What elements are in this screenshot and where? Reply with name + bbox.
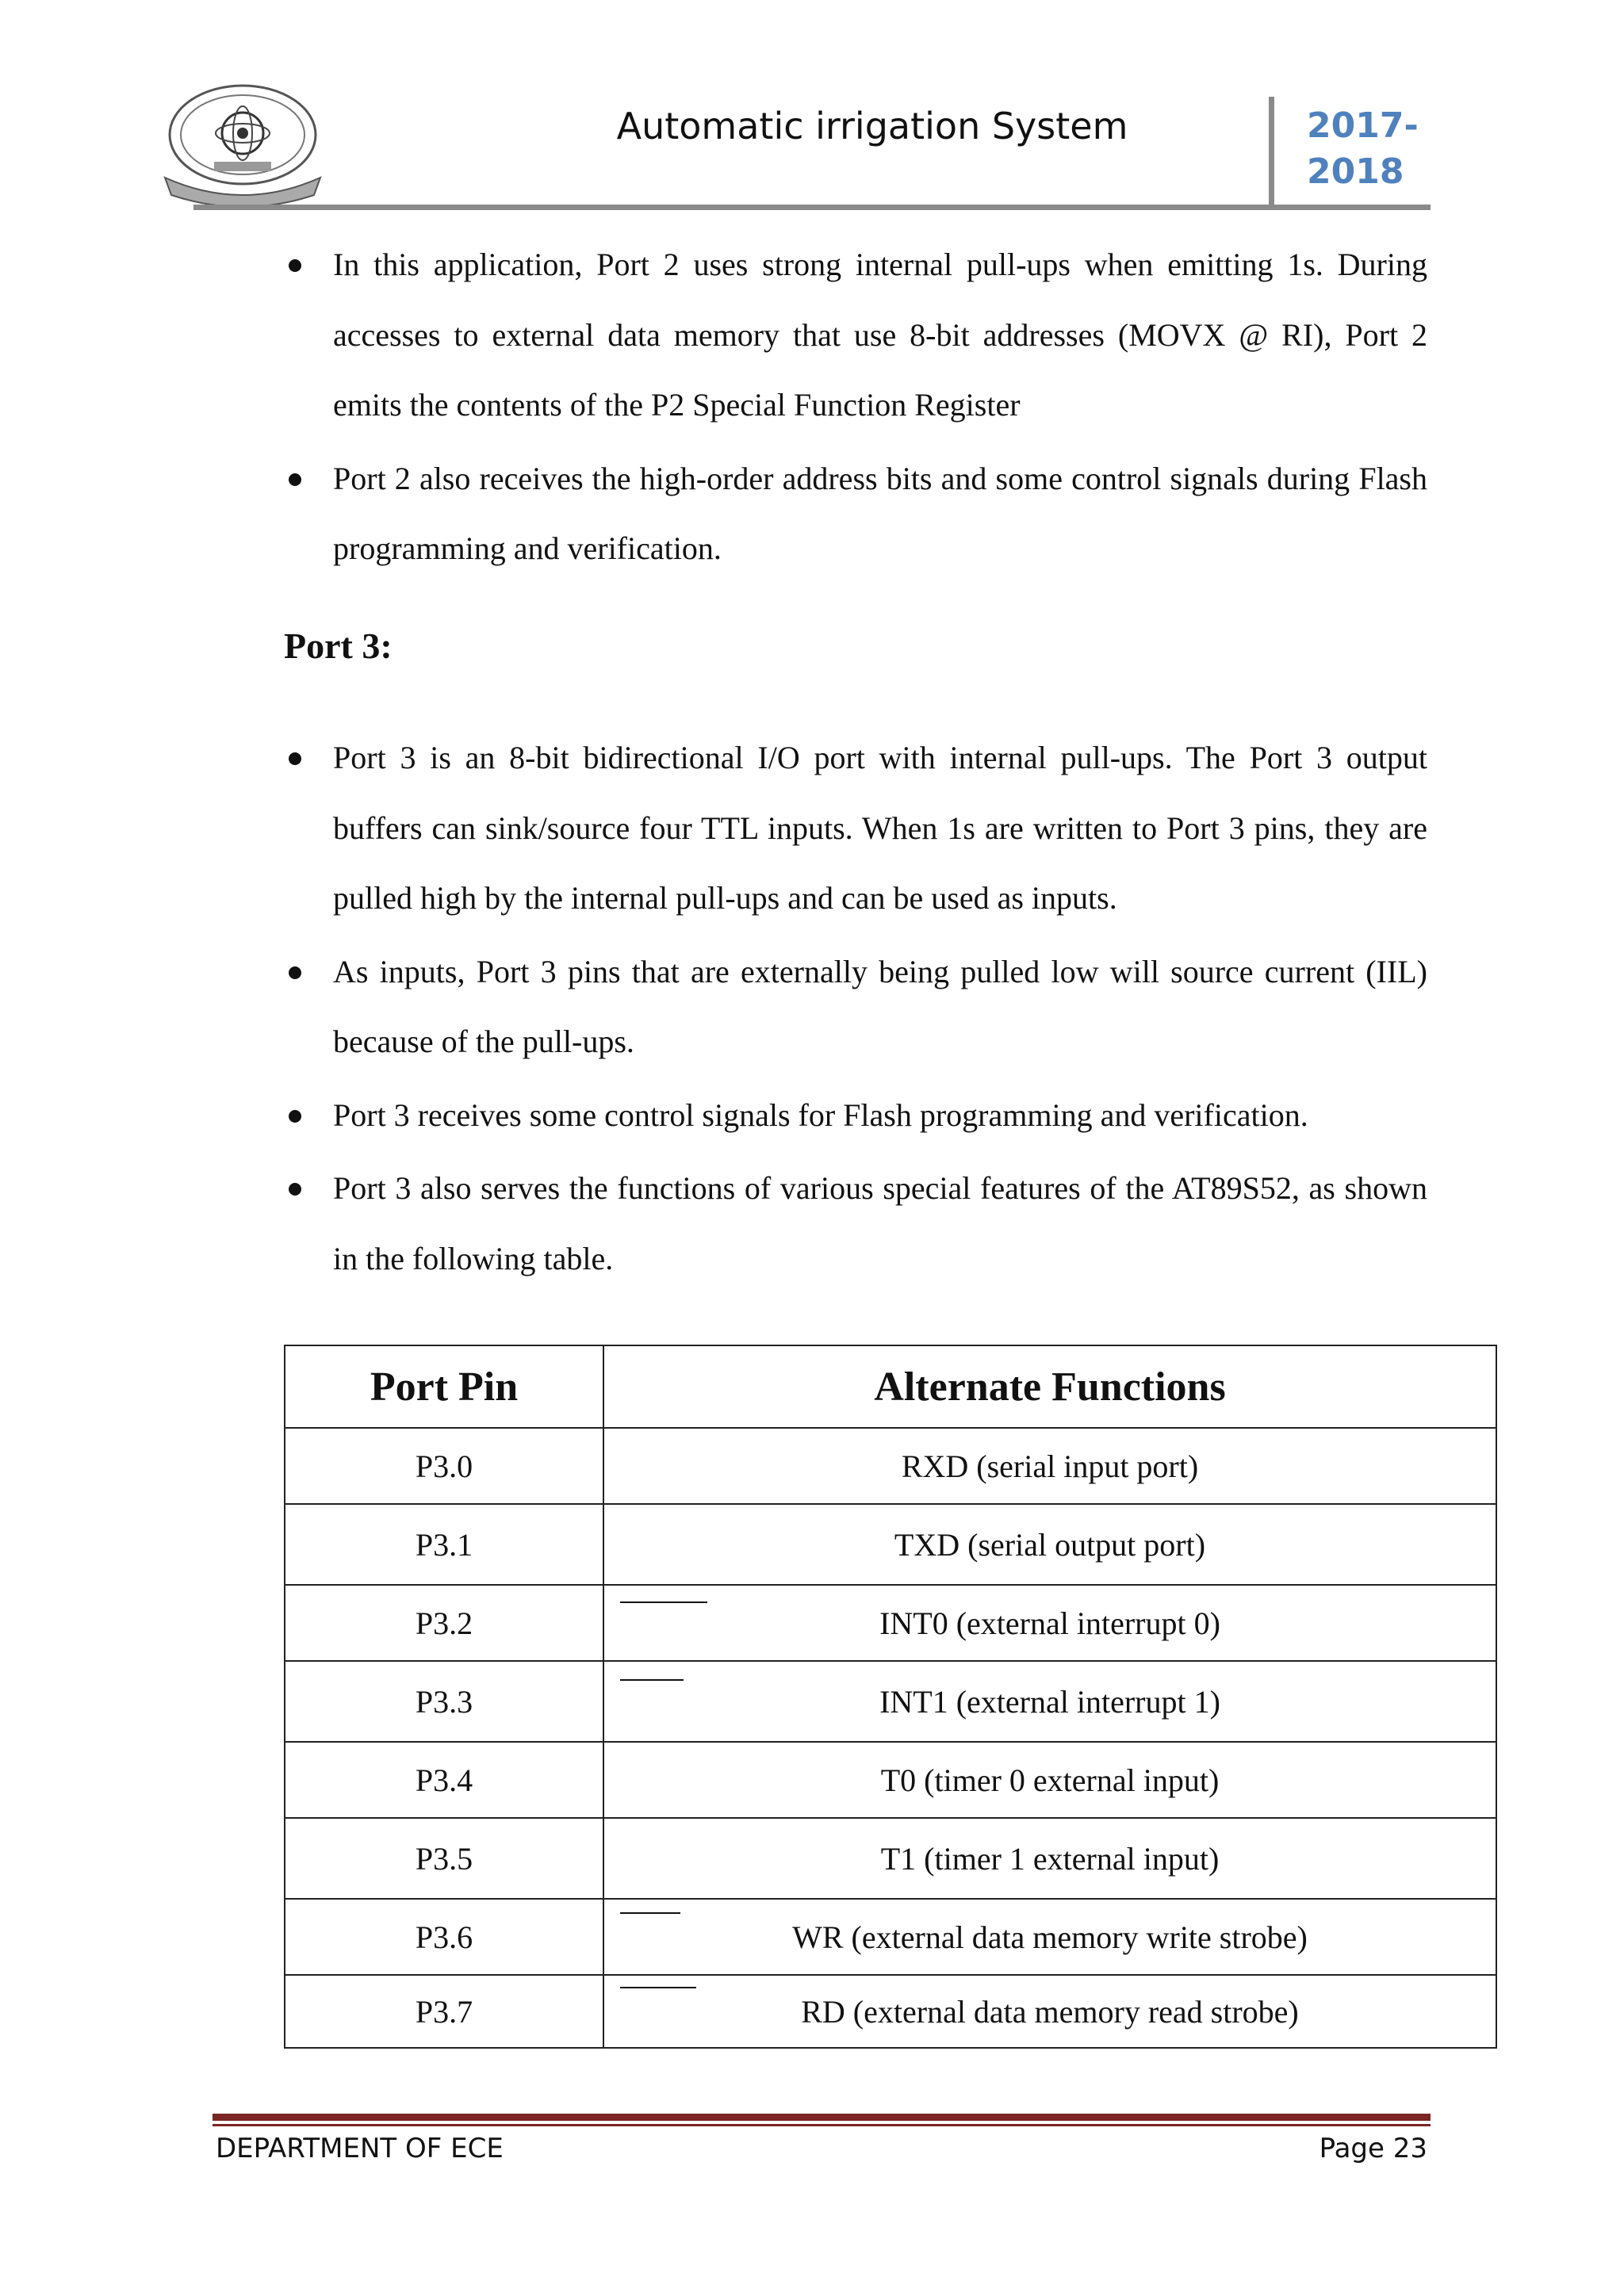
function-cell: TXD (serial output port): [603, 1504, 1496, 1585]
department-label: DEPARTMENT OF ECE: [216, 2133, 504, 2164]
function-cell: INT0 (external interrupt 0): [603, 1585, 1496, 1661]
table-header-row: [285, 1345, 1496, 1428]
pin-cell: P3.3: [285, 1661, 603, 1742]
bullet-dot-icon: [289, 752, 301, 765]
function-cell: RD (external data memory read strobe): [603, 1975, 1496, 2048]
overbar-line: [620, 1679, 684, 1681]
table-row: [285, 1975, 1496, 2048]
academic-year: [1307, 103, 1434, 195]
document-title: Automatic irrigation System: [616, 105, 1128, 147]
bullet-item: Port 3 receives some control signals for Flash programming and verification.: [285, 1081, 1427, 1151]
table-row: [285, 1504, 1496, 1585]
overbar-line: [620, 1987, 696, 1988]
bullet-item: As inputs, Port 3 pins that are externally being pulled low will source current (IIL) because of the pull-ups.: [285, 937, 1427, 1077]
pin-cell: P3.0: [285, 1428, 603, 1504]
port2-bullet-list: [285, 230, 1427, 587]
function-cell: INT1 (external interrupt 1): [603, 1661, 1496, 1742]
bullet-item: In this application, Port 2 uses strong internal pull-ups when emitting 1s. During accesses to external data memory that use 8-bit addresses (MOVX @ RI), Port 2 emits the contents of the P2 Special Function Register: [285, 230, 1427, 441]
table-row: [285, 1818, 1496, 1899]
bullet-dot-icon: [289, 1183, 301, 1196]
overbar-line: [620, 1912, 680, 1914]
table-row: [285, 1742, 1496, 1818]
bullet-item: Port 2 also receives the high-order address bits and some control signals during Flash programming and verification.: [285, 444, 1427, 584]
bullet-dot-icon: [289, 259, 301, 272]
port3-bullet-list: [285, 723, 1427, 1297]
header-rule: [193, 205, 1431, 210]
header-port-pin: Port Pin: [285, 1345, 603, 1428]
bullet-item: Port 3 also serves the functions of various special features of the AT89S52, as shown in the following table.: [285, 1154, 1427, 1294]
header-alternate-functions: Alternate Functions: [603, 1345, 1496, 1428]
bullet-dot-icon: [289, 966, 301, 979]
overbar-line: [620, 1601, 707, 1603]
footer-rule-thick: [213, 2114, 1431, 2121]
function-cell: T0 (timer 0 external input): [603, 1742, 1496, 1818]
header-separator: [1269, 97, 1274, 208]
pin-cell: P3.7: [285, 1975, 603, 2048]
pin-cell: P3.2: [285, 1585, 603, 1661]
year-start: 2017-: [1307, 105, 1419, 146]
footer-rule-thin: [213, 2124, 1431, 2126]
port3-alternate-functions-table: [284, 1345, 1497, 2049]
page-number: Page 23: [1319, 2133, 1427, 2164]
function-cell: RXD (serial input port): [603, 1428, 1496, 1504]
table-row: [285, 1428, 1496, 1504]
function-cell: T1 (timer 1 external input): [603, 1818, 1496, 1899]
table-row: [285, 1585, 1496, 1661]
section-heading: Port 3:: [284, 626, 393, 666]
table-row: [285, 1899, 1496, 1975]
bullet-item: Port 3 is an 8-bit bidirectional I/O port with internal pull-ups. The Port 3 output buffers can sink/source four TTL inputs. When 1s are written to Port 3 pins, they are pulled high by the internal pull-ups and can be used as inputs.: [285, 723, 1427, 934]
function-cell: WR (external data memory write strobe): [603, 1899, 1496, 1975]
pin-cell: P3.1: [285, 1504, 603, 1585]
pin-cell: P3.5: [285, 1818, 603, 1899]
bullet-dot-icon: [289, 473, 301, 486]
year-end: 2018: [1307, 151, 1404, 192]
table-row: [285, 1661, 1496, 1742]
pin-cell: P3.4: [285, 1742, 603, 1818]
bullet-dot-icon: [289, 1110, 301, 1123]
college-logo-seal: [159, 79, 327, 206]
pin-cell: P3.6: [285, 1899, 603, 1975]
